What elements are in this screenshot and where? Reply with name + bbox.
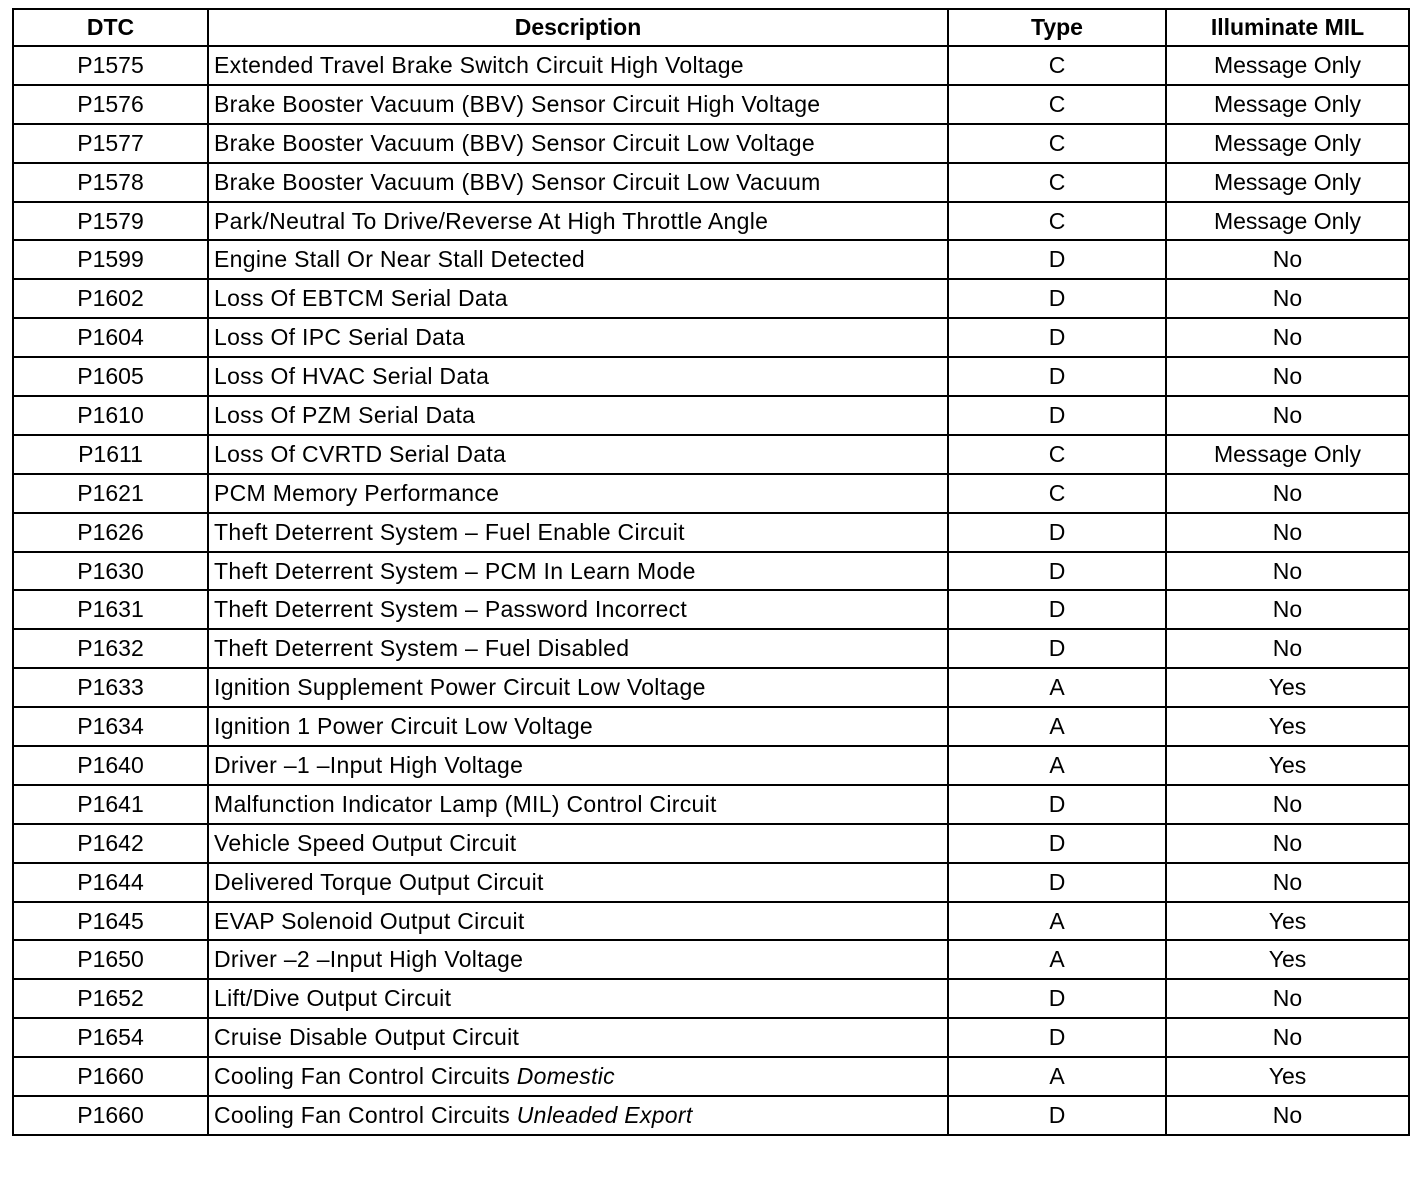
dtc-type: D [948, 318, 1166, 357]
table-row [13, 163, 1409, 202]
description-text: Theft Deterrent System – Fuel Enable Circuit [214, 518, 685, 545]
dtc-illuminate-mil: Message Only [1166, 435, 1409, 474]
table-row [13, 474, 1409, 513]
dtc-type: C [948, 46, 1166, 85]
dtc-description [208, 1096, 948, 1135]
description-text: Malfunction Indicator Lamp (MIL) Control Circuit [214, 790, 717, 817]
dtc-description [208, 357, 948, 396]
dtc-type: C [948, 435, 1166, 474]
dtc-type: D [948, 1018, 1166, 1057]
table-row [13, 435, 1409, 474]
dtc-type: A [948, 1057, 1166, 1096]
dtc-code: P1632 [13, 629, 208, 668]
dtc-type: D [948, 1096, 1166, 1135]
dtc-type: D [948, 979, 1166, 1018]
dtc-illuminate-mil: Yes [1166, 707, 1409, 746]
dtc-type: D [948, 552, 1166, 591]
table-row [13, 46, 1409, 85]
description-variant: Domestic [516, 1063, 615, 1090]
description-text: Theft Deterrent System – Password Incorrect [214, 596, 688, 623]
dtc-code: P1576 [13, 85, 208, 124]
dtc-description [208, 202, 948, 241]
dtc-description [208, 396, 948, 435]
description-text: Delivered Torque Output Circuit [214, 868, 544, 895]
dtc-code: P1626 [13, 513, 208, 552]
dtc-illuminate-mil: Yes [1166, 902, 1409, 941]
dtc-description [208, 668, 948, 707]
dtc-description [208, 902, 948, 941]
dtc-illuminate-mil: No [1166, 318, 1409, 357]
dtc-illuminate-mil: No [1166, 824, 1409, 863]
table-row [13, 85, 1409, 124]
description-text: Brake Booster Vacuum (BBV) Sensor Circuit Low Voltage [214, 129, 815, 156]
dtc-code: P1644 [13, 863, 208, 902]
dtc-code: P1660 [13, 1057, 208, 1096]
dtc-type: D [948, 824, 1166, 863]
dtc-illuminate-mil: No [1166, 474, 1409, 513]
dtc-illuminate-mil: No [1166, 785, 1409, 824]
dtc-description [208, 124, 948, 163]
header-description: Description [208, 9, 948, 46]
dtc-description [208, 435, 948, 474]
table-row [13, 202, 1409, 241]
dtc-type: D [948, 785, 1166, 824]
dtc-code: P1654 [13, 1018, 208, 1057]
dtc-illuminate-mil: Message Only [1166, 163, 1409, 202]
dtc-illuminate-mil: No [1166, 357, 1409, 396]
header-type: Type [948, 9, 1166, 46]
dtc-type: D [948, 513, 1166, 552]
table-row [13, 279, 1409, 318]
dtc-illuminate-mil: Yes [1166, 1057, 1409, 1096]
description-text: Cooling Fan Control Circuits [214, 1063, 511, 1090]
dtc-description [208, 85, 948, 124]
dtc-illuminate-mil: No [1166, 863, 1409, 902]
dtc-description [208, 552, 948, 591]
description-text: Cruise Disable Output Circuit [214, 1024, 520, 1051]
dtc-type: A [948, 707, 1166, 746]
dtc-code: P1602 [13, 279, 208, 318]
dtc-illuminate-mil: Message Only [1166, 46, 1409, 85]
dtc-description [208, 1057, 948, 1096]
dtc-code: P1578 [13, 163, 208, 202]
dtc-illuminate-mil: Yes [1166, 746, 1409, 785]
dtc-code: P1640 [13, 746, 208, 785]
dtc-code: P1577 [13, 124, 208, 163]
dtc-type: D [948, 357, 1166, 396]
dtc-type: C [948, 85, 1166, 124]
dtc-illuminate-mil: No [1166, 979, 1409, 1018]
dtc-code: P1610 [13, 396, 208, 435]
dtc-description [208, 590, 948, 629]
dtc-illuminate-mil: No [1166, 396, 1409, 435]
table-row [13, 629, 1409, 668]
description-text: Lift/Dive Output Circuit [214, 985, 452, 1012]
dtc-code: P1642 [13, 824, 208, 863]
dtc-type: C [948, 124, 1166, 163]
dtc-code: P1575 [13, 46, 208, 85]
description-text: Brake Booster Vacuum (BBV) Sensor Circuit High Voltage [214, 90, 821, 117]
dtc-type: C [948, 474, 1166, 513]
dtc-description [208, 279, 948, 318]
dtc-illuminate-mil: Yes [1166, 940, 1409, 979]
table-row [13, 746, 1409, 785]
description-text: PCM Memory Performance [214, 479, 500, 506]
dtc-code: P1631 [13, 590, 208, 629]
dtc-type: A [948, 940, 1166, 979]
dtc-code: P1579 [13, 202, 208, 241]
dtc-code: P1634 [13, 707, 208, 746]
table-row [13, 1096, 1409, 1135]
dtc-illuminate-mil: No [1166, 629, 1409, 668]
description-text: Loss Of PZM Serial Data [214, 401, 476, 428]
description-text: Vehicle Speed Output Circuit [214, 829, 517, 856]
dtc-description [208, 940, 948, 979]
header-dtc: DTC [13, 9, 208, 46]
dtc-type: D [948, 396, 1166, 435]
dtc-illuminate-mil: No [1166, 1096, 1409, 1135]
dtc-description [208, 746, 948, 785]
dtc-description [208, 318, 948, 357]
description-text: Loss Of CVRTD Serial Data [214, 440, 507, 467]
description-text: Park/Neutral To Drive/Reverse At High Throttle Angle [214, 207, 769, 234]
dtc-description [208, 979, 948, 1018]
table-row [13, 552, 1409, 591]
dtc-description [208, 824, 948, 863]
table-row [13, 318, 1409, 357]
dtc-description [208, 629, 948, 668]
table-row [13, 940, 1409, 979]
description-text: EVAP Solenoid Output Circuit [214, 907, 525, 934]
dtc-type: C [948, 202, 1166, 241]
dtc-illuminate-mil: No [1166, 552, 1409, 591]
dtc-code: P1645 [13, 902, 208, 941]
dtc-illuminate-mil: Message Only [1166, 124, 1409, 163]
description-text: Cooling Fan Control Circuits [214, 1101, 511, 1128]
dtc-type: D [948, 863, 1166, 902]
dtc-code: P1599 [13, 240, 208, 279]
dtc-description [208, 46, 948, 85]
dtc-illuminate-mil: No [1166, 240, 1409, 279]
table-row [13, 863, 1409, 902]
table-row [13, 357, 1409, 396]
description-text: Theft Deterrent System – PCM In Learn Mode [214, 557, 696, 584]
header-illuminate-mil: Illuminate MIL [1166, 9, 1409, 46]
dtc-description [208, 785, 948, 824]
dtc-description [208, 240, 948, 279]
table-row [13, 240, 1409, 279]
dtc-illuminate-mil: Message Only [1166, 85, 1409, 124]
dtc-code: P1605 [13, 357, 208, 396]
description-text: Engine Stall Or Near Stall Detected [214, 246, 586, 273]
dtc-code: P1604 [13, 318, 208, 357]
description-text: Extended Travel Brake Switch Circuit High Voltage [214, 51, 744, 78]
table-row [13, 707, 1409, 746]
dtc-code: P1650 [13, 940, 208, 979]
dtc-code: P1660 [13, 1096, 208, 1135]
dtc-code: P1633 [13, 668, 208, 707]
dtc-illuminate-mil: No [1166, 590, 1409, 629]
table-row [13, 1018, 1409, 1057]
dtc-type: A [948, 902, 1166, 941]
description-text: Loss Of HVAC Serial Data [214, 363, 490, 390]
dtc-description [208, 513, 948, 552]
description-text: Ignition 1 Power Circuit Low Voltage [214, 713, 594, 740]
dtc-code: P1641 [13, 785, 208, 824]
dtc-description [208, 863, 948, 902]
description-text: Ignition Supplement Power Circuit Low Voltage [214, 674, 706, 701]
table-row [13, 1057, 1409, 1096]
dtc-type: D [948, 279, 1166, 318]
table-row [13, 513, 1409, 552]
dtc-illuminate-mil: No [1166, 513, 1409, 552]
description-text: Loss Of IPC Serial Data [214, 324, 466, 351]
table-row [13, 668, 1409, 707]
dtc-code: P1611 [13, 435, 208, 474]
dtc-type: A [948, 746, 1166, 785]
description-text: Driver –2 –Input High Voltage [214, 946, 524, 973]
dtc-illuminate-mil: No [1166, 279, 1409, 318]
table-row [13, 979, 1409, 1018]
dtc-description [208, 1018, 948, 1057]
dtc-code: P1621 [13, 474, 208, 513]
table-row [13, 590, 1409, 629]
table-body [13, 46, 1409, 1135]
dtc-description [208, 474, 948, 513]
dtc-description [208, 163, 948, 202]
dtc-illuminate-mil: Yes [1166, 668, 1409, 707]
description-text: Theft Deterrent System – Fuel Disabled [214, 635, 630, 662]
dtc-type: D [948, 240, 1166, 279]
description-variant: Unleaded Export [516, 1101, 693, 1128]
dtc-table [12, 8, 1410, 1136]
table-row [13, 902, 1409, 941]
table-row [13, 824, 1409, 863]
dtc-type: A [948, 668, 1166, 707]
dtc-illuminate-mil: Message Only [1166, 202, 1409, 241]
dtc-type: D [948, 629, 1166, 668]
dtc-code: P1630 [13, 552, 208, 591]
description-text: Brake Booster Vacuum (BBV) Sensor Circuit Low Vacuum [214, 168, 821, 195]
table-header-row [13, 9, 1409, 46]
dtc-description [208, 707, 948, 746]
table-row [13, 785, 1409, 824]
description-text: Driver –1 –Input High Voltage [214, 751, 524, 778]
table-row [13, 124, 1409, 163]
dtc-illuminate-mil: No [1166, 1018, 1409, 1057]
description-text: Loss Of EBTCM Serial Data [214, 285, 508, 312]
table-row [13, 396, 1409, 435]
dtc-code: P1652 [13, 979, 208, 1018]
dtc-type: C [948, 163, 1166, 202]
dtc-type: D [948, 590, 1166, 629]
